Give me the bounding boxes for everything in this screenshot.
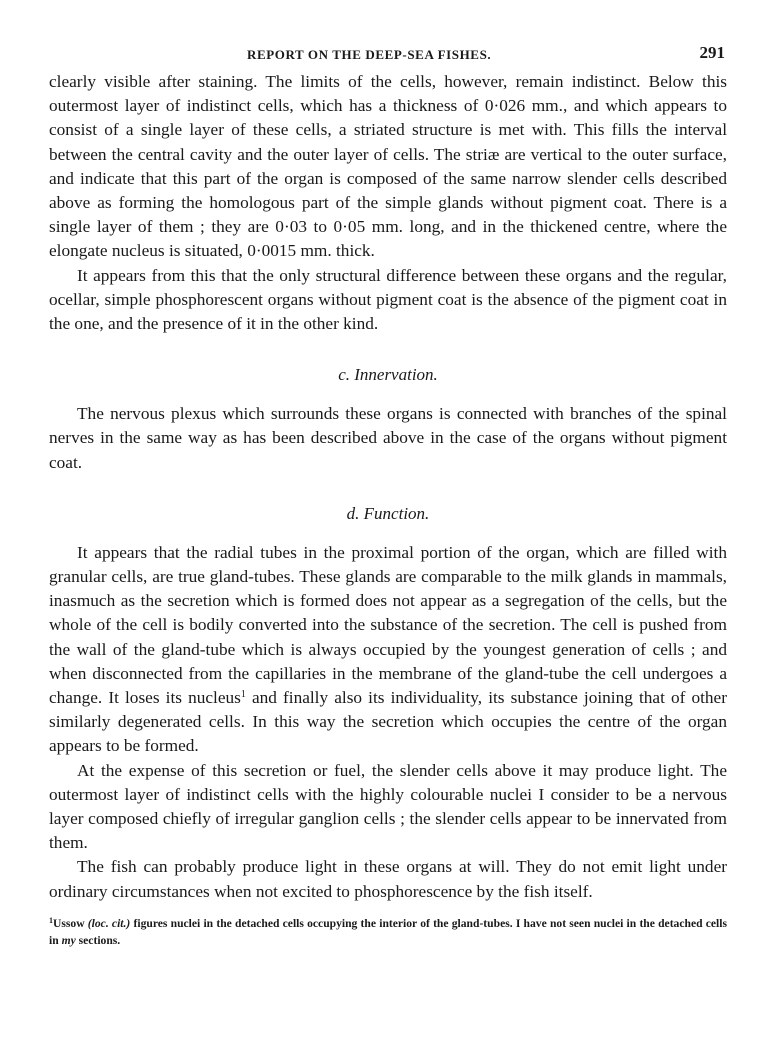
footnote-mark: 1 [49, 915, 53, 925]
footnote-emphasis: my [61, 933, 76, 947]
section-letter: c. [338, 365, 350, 385]
footnote-text: figures nuclei in the detached cells occupying the interior of the gland-tubes. I have not seen nuclei in the detached cells in [49, 916, 727, 947]
footnote-citation: (loc. cit.) [87, 916, 131, 930]
paragraph-structural-difference: It appears from this that the only structural difference between these organs and the regular, ocellar, simple phosphorescent organs without pigment coat is the absence of the pigment coat in the one, and the presence of it in the other kind. [49, 265, 727, 334]
section-heading-function [49, 502, 727, 526]
section-title: Innervation. [354, 365, 438, 385]
page-number: 291 [699, 43, 725, 62]
footnote-text: sections. [75, 933, 121, 947]
paragraph-text: It appears that the radial tubes in the proximal portion of the organ, which are filled with granular cells, are true gland-tubes. These glands are comparable to the milk glands in mammals, inasmuch as the secretion which is formed does not appear as a segregation of the cells, but the whole of the cell is bodily converted into the substance of the secretion. The cell is pushed from the wall of the gland-tube which is always occupied by the youngest generation of cells ; and when disconnected from the capillaries in the membrane of the gland-tube the cell undergoes a change. It loses its nucleus [49, 542, 727, 708]
section-title: Function. [363, 503, 430, 523]
section-heading-innervation [49, 363, 727, 387]
paragraph-gland-tubes [49, 541, 727, 759]
paragraph-nervous-plexus: The nervous plexus which surrounds these organs is connected with branches of the spinal nerves in the same way as has been described above in the case of the organs without pigment coat. [49, 404, 727, 472]
running-head [49, 40, 727, 70]
page [49, 40, 727, 960]
footnote-author: Ussow [53, 916, 85, 930]
footnote-reference[interactable]: 1 [240, 689, 246, 701]
footnote [49, 912, 727, 949]
running-title: REPORT ON THE DEEP-SEA FISHES. [247, 47, 492, 62]
paragraph-secretion-fuel: At the expense of this secretion or fuel, the slender cells above it may produce light. The outermost layer of indistinct cells with the highly colourable nuclei I consider to be a nervous layer composed chiefly of irregular ganglion cells ; the slender cells appear to be innervated from them. [49, 760, 727, 853]
section-letter: d. [346, 503, 360, 523]
paragraph-striated-structure: clearly visible after staining. The limits of the cells, however, remain indistinct. Below this outermost layer of indistinct cells, which has a thickness of 0·026 mm., and which appears to consist of a single layer of these cells, a striated structure is met with. This fills the interval between the central cavity and the outer layer of cells. The striæ are vertical to the outer surface, and indicate that this part of the organ is composed of the same narrow slender cells described above as forming the homologous part of the simple glands without pigment coat. There is a single layer of them ; they are 0·03 to 0·05 mm. long, and in the thickened centre, where the elongate nucleus is situated, 0·0015 mm. thick. [49, 72, 727, 261]
paragraph-text: and finally also its individuality, its substance joining that of other similarly degenerated cells. In this way the secretion which occupies the centre of the organ appears to be formed. [49, 688, 727, 756]
paragraph-produce-light: The fish can probably produce light in these organs at will. They do not emit light under ordinary circumstances when not excited to phosphorescence by the fish itself. [49, 857, 727, 901]
